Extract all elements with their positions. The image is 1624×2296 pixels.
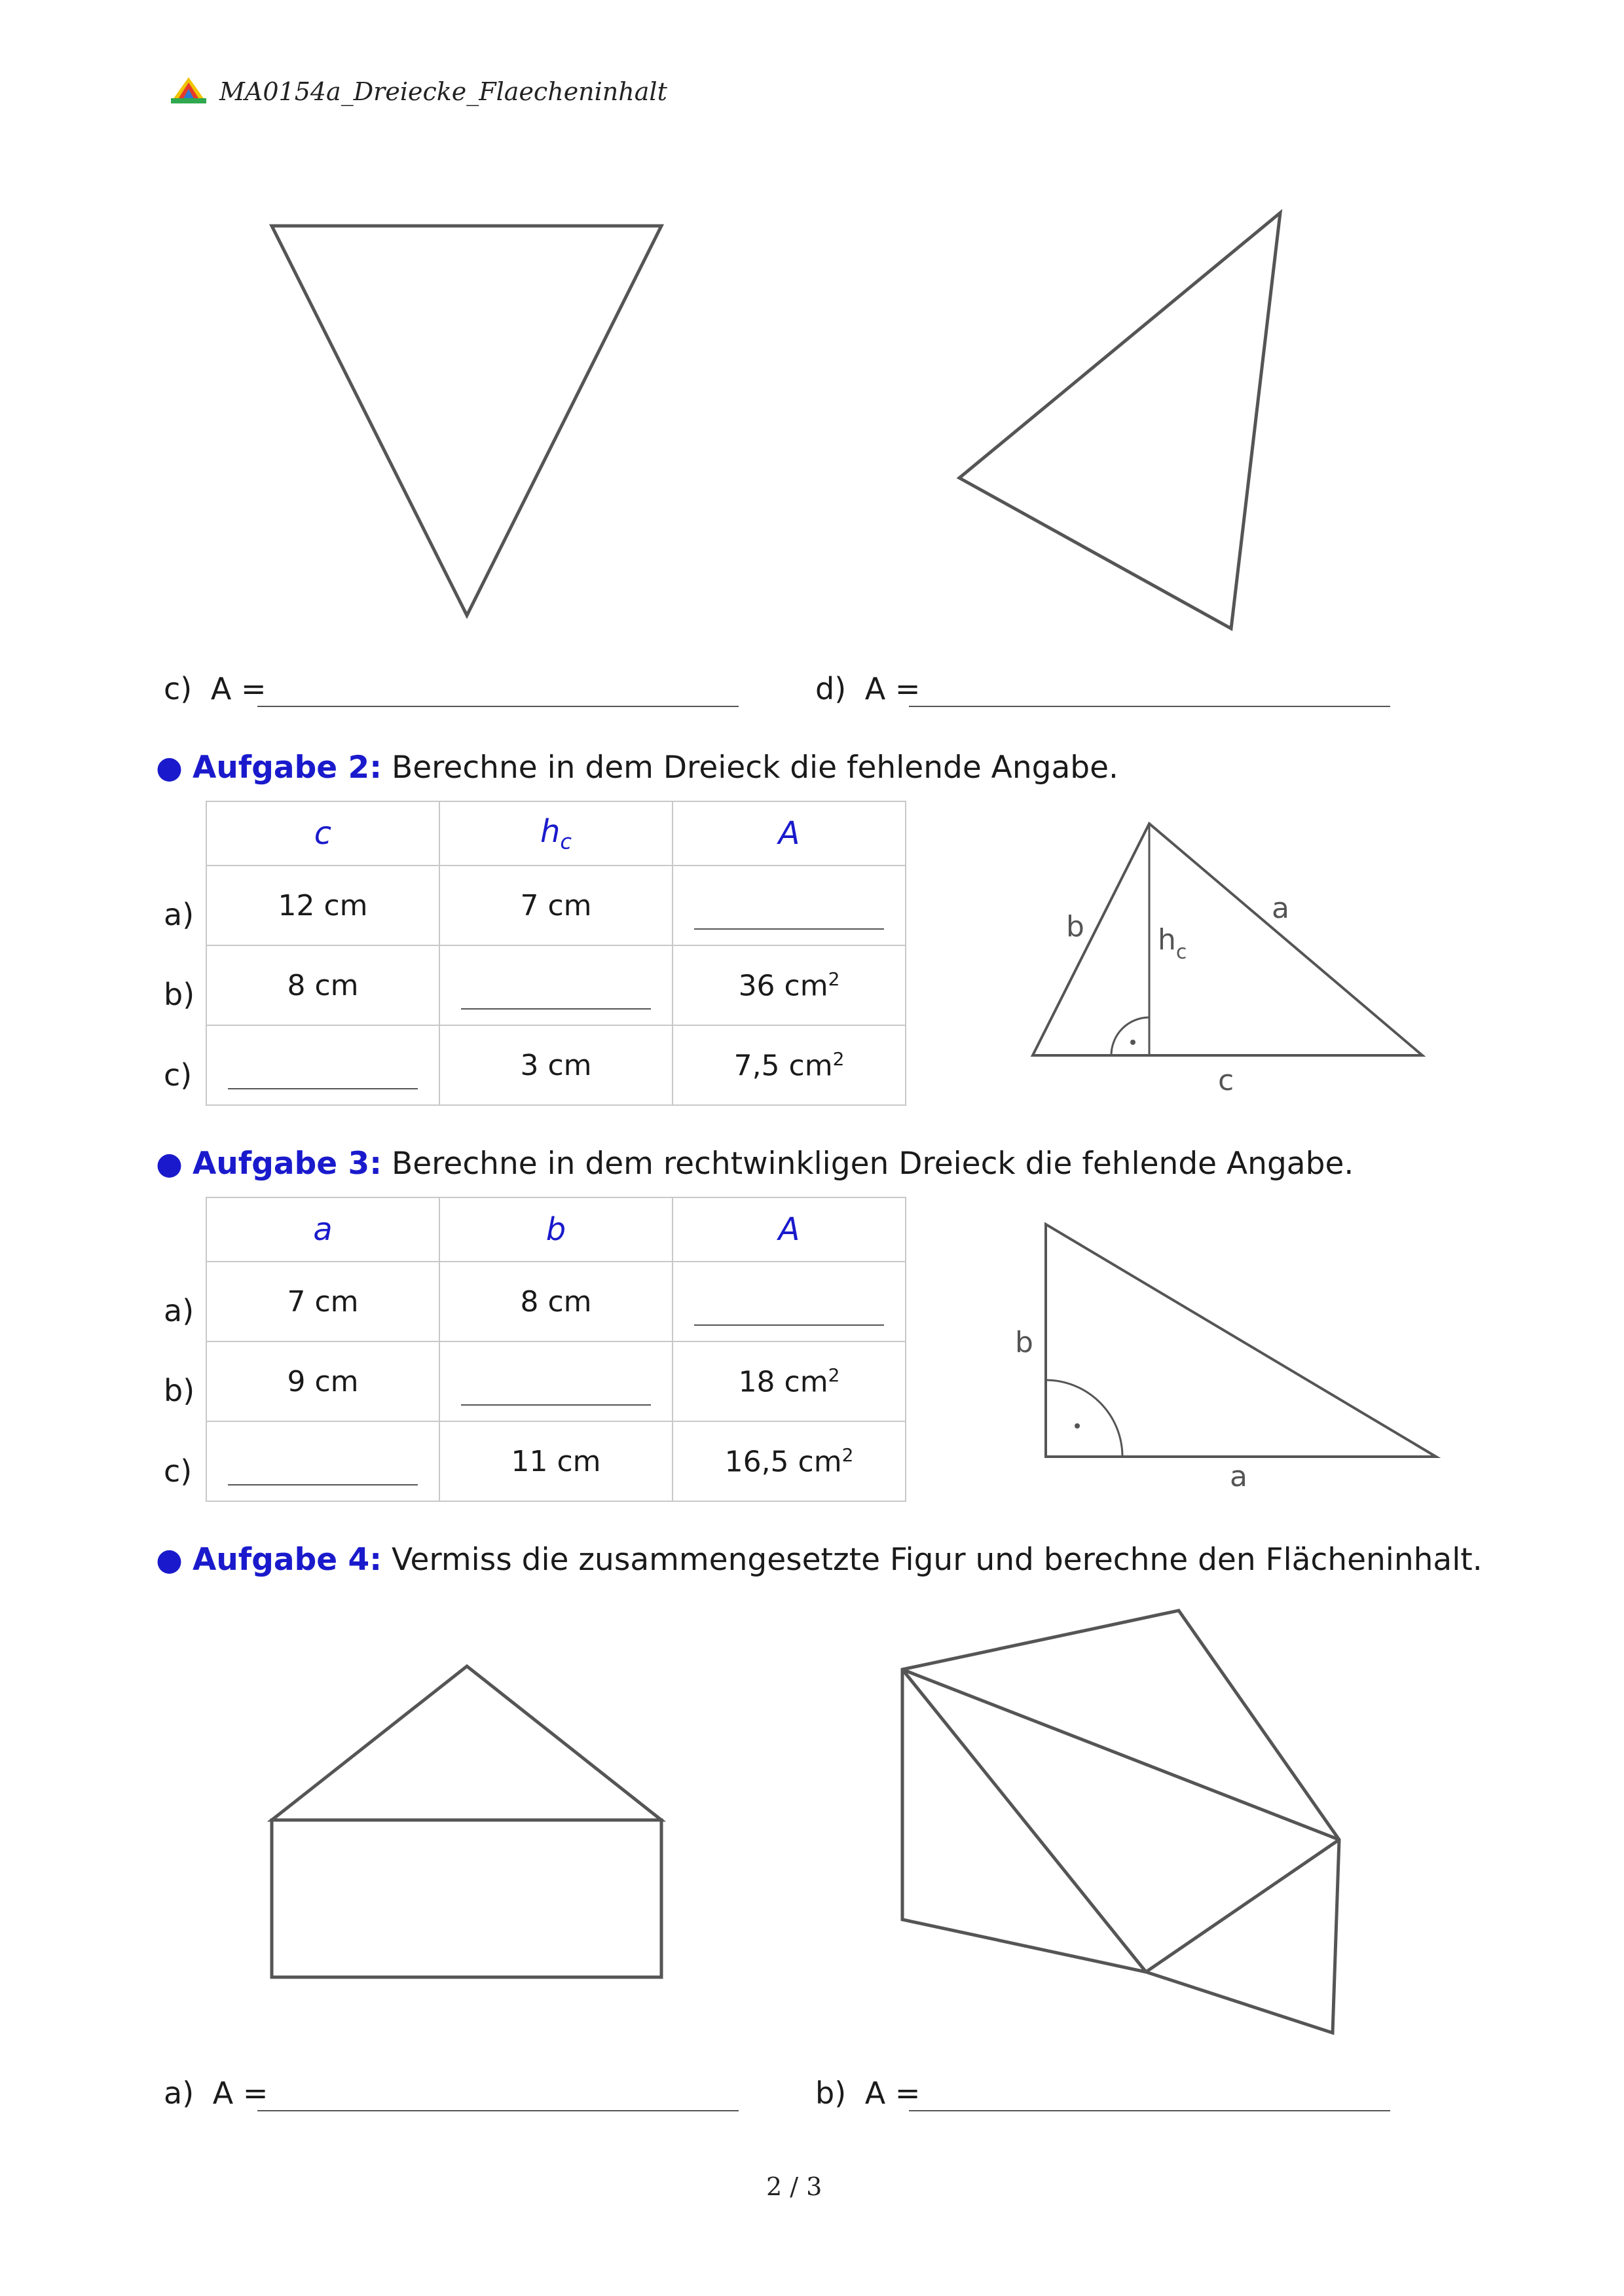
cell-b-A: 36 $cm^2$ bbox=[673, 945, 906, 1025]
answer-4b: b) A = bbox=[815, 2075, 921, 2111]
house-body bbox=[272, 1820, 661, 1977]
triangle-aufgabe2 bbox=[1033, 824, 1422, 1055]
row-label-c: c) bbox=[164, 1453, 193, 1489]
triangle-c bbox=[272, 226, 661, 615]
cell-c-c[interactable] bbox=[206, 1025, 439, 1105]
row-label-a: a) bbox=[164, 897, 194, 932]
aufgabe2-heading: ● Aufgabe 2: Berechne in dem Dreieck die fehlende Angabe. bbox=[156, 750, 1118, 786]
answer-4a: a) A = bbox=[164, 2075, 268, 2111]
triangle-d bbox=[959, 213, 1280, 629]
cell-a-c: 12 cm bbox=[206, 866, 439, 945]
right-angle-dot-aufgabe2 bbox=[1130, 1040, 1135, 1045]
row-label-b: b) bbox=[164, 977, 195, 1012]
composite-outline bbox=[902, 1611, 1339, 2033]
label-side-c: c bbox=[1218, 1064, 1234, 1097]
label-side-b: b bbox=[1066, 910, 1084, 943]
cell-c-h: 3 cm bbox=[439, 1025, 673, 1105]
cell-a-h: 7 cm bbox=[439, 866, 673, 945]
col-header-a: a bbox=[206, 1197, 439, 1262]
label-leg-b: b bbox=[1015, 1326, 1033, 1359]
col-header-hc: $h_c$ bbox=[439, 801, 673, 866]
label-height-h: $h_c$ bbox=[1158, 923, 1187, 964]
page-number: 2 / 3 bbox=[766, 2172, 822, 2201]
cell-a-b: 8 cm bbox=[439, 1262, 673, 1341]
cell-b-a: 9 cm bbox=[206, 1341, 439, 1421]
label-leg-a: a bbox=[1230, 1460, 1247, 1493]
col-header-A: A bbox=[673, 801, 906, 866]
cell-c-a[interactable] bbox=[206, 1421, 439, 1501]
label-side-a: a bbox=[1272, 892, 1289, 925]
col-header-c: c bbox=[206, 801, 439, 866]
document-filename: MA0154a_Dreiecke_Flaecheninhalt bbox=[219, 77, 667, 106]
aufgabe3-heading: ● Aufgabe 3: Berechne in dem rechtwinkligen Dreieck die fehlende Angabe. bbox=[156, 1146, 1354, 1182]
answer-c: c) A = bbox=[164, 671, 267, 706]
right-triangle-aufgabe3 bbox=[1046, 1224, 1436, 1457]
cell-c-A: 16,5 $cm^2$ bbox=[673, 1421, 906, 1501]
cell-a-A[interactable] bbox=[673, 1262, 906, 1341]
row-label-b: b) bbox=[164, 1373, 195, 1408]
cell-c-b: 11 cm bbox=[439, 1421, 673, 1501]
cell-b-h[interactable] bbox=[439, 945, 673, 1025]
right-angle-dot-aufgabe3 bbox=[1075, 1423, 1080, 1429]
aufgabe3-table bbox=[206, 1197, 906, 1502]
col-header-A: A bbox=[673, 1197, 906, 1262]
row-label-a: a) bbox=[164, 1293, 194, 1328]
right-angle-arc-aufgabe2 bbox=[1111, 1017, 1149, 1055]
row-label-c: c) bbox=[164, 1057, 193, 1093]
right-angle-arc-aufgabe3 bbox=[1046, 1380, 1122, 1457]
cell-c-A: 7,5 $cm^2$ bbox=[673, 1025, 906, 1105]
cell-b-c: 8 cm bbox=[206, 945, 439, 1025]
aufgabe4-heading: ● Aufgabe 4: Vermiss die zusammengesetzte Figur und berechne den Flächeninhalt. bbox=[156, 1542, 1483, 1578]
col-header-b: b bbox=[439, 1197, 673, 1262]
cell-b-b[interactable] bbox=[439, 1341, 673, 1421]
house-roof bbox=[272, 1666, 661, 1820]
cell-a-a: 7 cm bbox=[206, 1262, 439, 1341]
cell-b-A: 18 $cm^2$ bbox=[673, 1341, 906, 1421]
answer-d: d) A = bbox=[815, 671, 921, 706]
aufgabe2-table bbox=[206, 801, 906, 1106]
cell-a-A[interactable] bbox=[673, 866, 906, 945]
